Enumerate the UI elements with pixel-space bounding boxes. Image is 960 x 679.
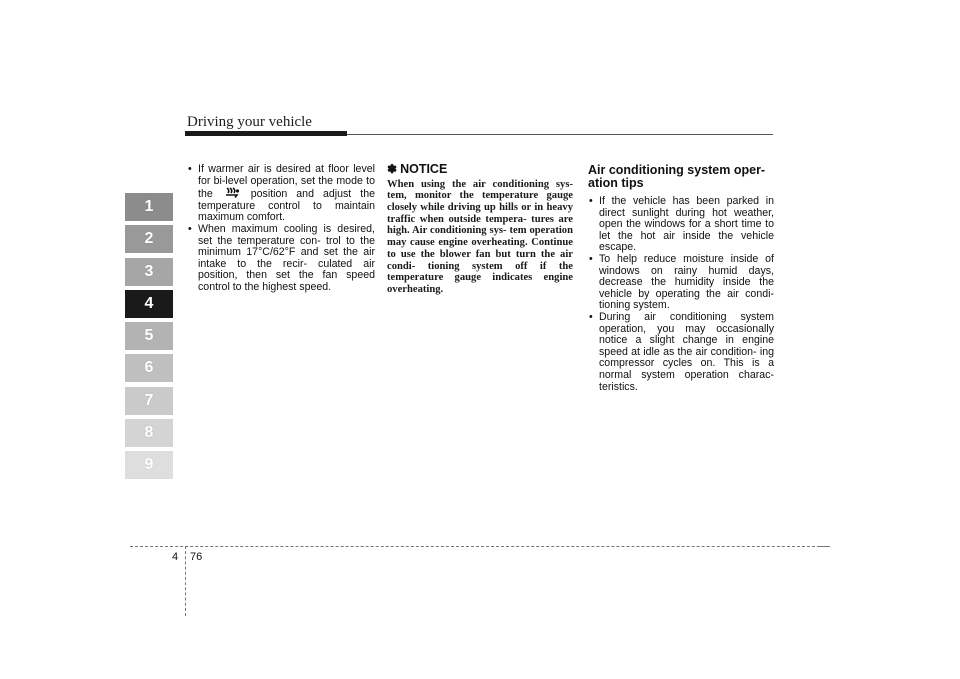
notice-mark-icon: ✽: [387, 162, 398, 176]
page-header-title: Driving your vehicle: [187, 114, 312, 130]
tips-list: [588, 196, 774, 393]
section-title: Air conditioning system oper- ation tips: [588, 163, 766, 190]
chapter-tab-9[interactable]: 9: [125, 451, 173, 479]
footer-rule: [130, 546, 820, 547]
footer-rule-end: [820, 546, 830, 547]
header-rule-thin: [347, 134, 773, 135]
footer-divider: [185, 546, 186, 616]
list-item: • When maximum cooling is desired, set the temperature con- trol to the minimum 17°C/62°F and set the air intake to the recir- culated air position, then set the fan speed control to the highest speed.: [187, 224, 375, 294]
chapter-tab-8[interactable]: 8: [125, 419, 173, 447]
notice-body: When using the air conditioning sys- tem, monitor the temperature gauge closely while driving up hills or in heavy traffic when outside tempera- tures are high. Air conditioning sys- tem operation may cause engine overheating. Continue to use the blower fan but turn the air condi- tioning system off if the temperature gauge indicates engine overheating.: [387, 178, 573, 295]
chapter-tab-1[interactable]: 1: [125, 193, 173, 221]
chapter-tab-5[interactable]: 5: [125, 322, 173, 350]
chapter-tab-3[interactable]: 3: [125, 258, 173, 286]
list-item: • If the vehicle has been parked in direct sunlight during hot weather, open the windows for a short time to let the hot air inside the vehicle escape.: [588, 196, 774, 254]
column-left: [187, 164, 375, 294]
list-item: • To help reduce moisture inside of windows on rainy humid days, decrease the humidity inside the vehicle by operating the air condi- tioning system.: [588, 254, 774, 312]
chapter-tab-4-active[interactable]: 4: [125, 290, 173, 318]
bullet-list: [187, 164, 375, 294]
chapter-tab-7[interactable]: 7: [125, 387, 173, 415]
floor-defrost-mode-icon: [224, 187, 240, 198]
column-right: [588, 164, 774, 393]
header-rule-thick: [185, 131, 347, 136]
notice-title: ✽ NOTICE: [387, 162, 448, 176]
notice-box: [387, 164, 573, 296]
chapter-tab-2[interactable]: 2: [125, 225, 173, 253]
page-chapter-number: 4: [172, 551, 179, 563]
page-number: 76: [190, 551, 203, 563]
list-item: • If warmer air is desired at floor level for bi-level operation, set the mode to the position and adjust the temperature control to maintain maximum comfort.: [187, 164, 375, 224]
chapter-tabs: [125, 193, 173, 484]
list-item: • During air conditioning system operation, you may occasionally notice a slight change in engine speed at idle as the air condition- ing compressor cycles on. This is a normal system operation charac- teristics.: [588, 312, 774, 393]
chapter-tab-6[interactable]: 6: [125, 354, 173, 382]
